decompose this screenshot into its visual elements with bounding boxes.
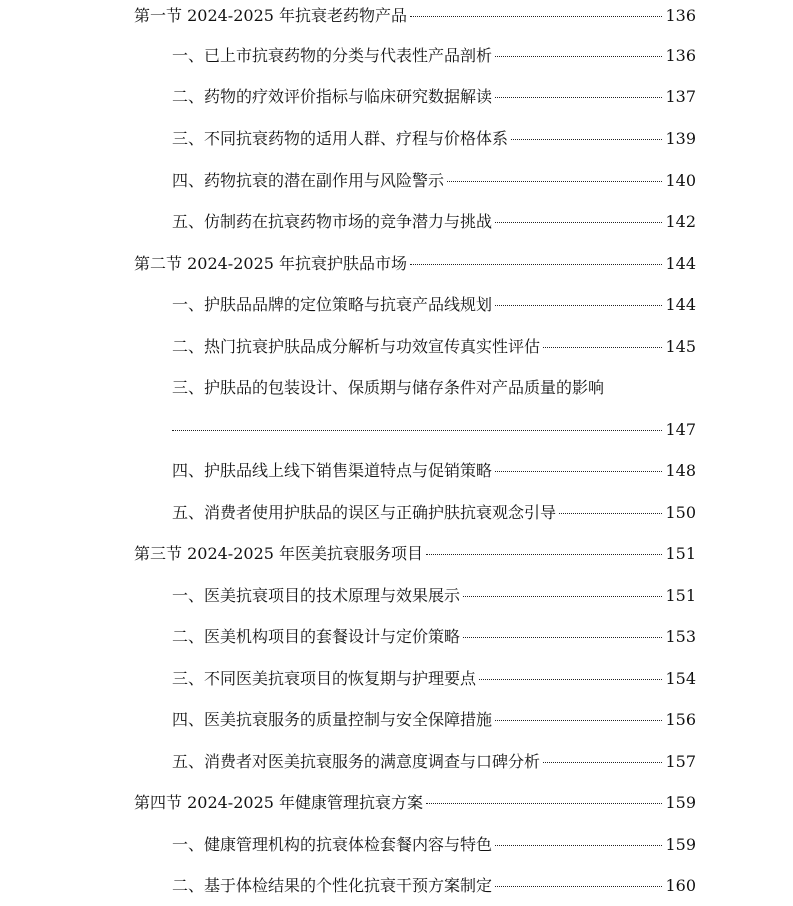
toc-item-wrapped-leader[interactable] [172,419,696,441]
toc-item[interactable] [172,875,696,897]
page-number: 150 [665,503,696,522]
toc-section-4[interactable] [134,792,696,814]
page-number: 140 [665,171,696,190]
dot-leader [495,97,662,98]
page-number: 151 [665,586,696,605]
dot-leader [543,762,662,763]
toc-title: 三、不同抗衰药物的适用人群、疗程与价格体系 [172,129,509,148]
dot-leader [172,430,662,431]
toc-item[interactable] [172,128,696,150]
toc-title: 第四节 2024-2025 年健康管理抗衰方案 [134,793,424,812]
page-number: 159 [665,793,696,812]
page-number: 148 [665,461,696,480]
dot-leader [410,16,662,17]
dot-leader [426,554,662,555]
toc-item[interactable] [172,668,696,690]
toc-title: 一、护肤品品牌的定位策略与抗衰产品线规划 [172,295,493,314]
dot-leader [410,264,662,265]
toc-title: 第三节 2024-2025 年医美抗衰服务项目 [134,544,424,563]
toc-item[interactable] [172,211,696,233]
page-number: 136 [665,6,696,25]
toc-title: 一、医美抗衰项目的技术原理与效果展示 [172,586,461,605]
toc-item[interactable] [172,709,696,731]
dot-leader [559,513,662,514]
toc-title: 二、热门抗衰护肤品成分解析与功效宣传真实性评估 [172,337,541,356]
toc-title: 三、不同医美抗衰项目的恢复期与护理要点 [172,669,477,688]
toc-item-wrapped-title[interactable]: 三、护肤品的包装设计、保质期与储存条件对产品质量的影响 [172,378,605,397]
page-number: 145 [665,337,696,356]
toc-title: 四、护肤品线上线下销售渠道特点与促销策略 [172,461,493,480]
toc-item[interactable] [172,751,696,773]
toc-item[interactable] [172,460,696,482]
toc-title: 五、消费者对医美抗衰服务的满意度调查与口碑分析 [172,752,541,771]
toc-title: 一、健康管理机构的抗衰体检套餐内容与特色 [172,835,493,854]
toc-item[interactable] [172,86,696,108]
dot-leader [463,596,662,597]
toc-title: 二、基于体检结果的个性化抗衰干预方案制定 [172,876,493,895]
toc-item[interactable] [172,336,696,358]
page-number: 160 [665,876,696,895]
toc-title: 二、医美机构项目的套餐设计与定价策略 [172,627,461,646]
toc-title: 二、药物的疗效评价指标与临床研究数据解读 [172,87,493,106]
dot-leader [426,803,662,804]
page-number: 157 [665,752,696,771]
toc-title: 五、仿制药在抗衰药物市场的竞争潜力与挑战 [172,212,493,231]
dot-leader [495,222,662,223]
toc-item[interactable] [172,294,696,316]
dot-leader [447,181,662,182]
page-number: 137 [665,87,696,106]
page-number: 159 [665,835,696,854]
page-number: 144 [665,254,696,273]
toc-item[interactable] [172,502,696,524]
toc-title: 一、已上市抗衰药物的分类与代表性产品剖析 [172,46,493,65]
dot-leader [511,139,662,140]
toc-section-2[interactable] [134,253,696,275]
toc-section-1[interactable] [134,5,696,27]
page-number: 153 [665,627,696,646]
page-number: 151 [665,544,696,563]
page-number: 142 [665,212,696,231]
page-number: 156 [665,710,696,729]
dot-leader [479,679,662,680]
toc-title: 第一节 2024-2025 年抗衰老药物产品 [134,6,408,25]
page-number: 154 [665,669,696,688]
page-number: 136 [665,46,696,65]
toc-item[interactable] [172,585,696,607]
toc-item[interactable] [172,45,696,67]
dot-leader [495,305,662,306]
toc-item[interactable] [172,834,696,856]
toc-title: 第二节 2024-2025 年抗衰护肤品市场 [134,254,408,273]
toc-title: 五、消费者使用护肤品的误区与正确护肤抗衰观念引导 [172,503,557,522]
dot-leader [495,886,662,887]
dot-leader [495,471,662,472]
toc-section-3[interactable] [134,543,696,565]
dot-leader [495,845,662,846]
dot-leader [495,56,662,57]
dot-leader [543,347,662,348]
dot-leader [495,720,662,721]
toc-item[interactable] [172,626,696,648]
toc-title: 四、药物抗衰的潜在副作用与风险警示 [172,171,445,190]
page-number: 139 [665,129,696,148]
page-number: 144 [665,295,696,314]
page-number: 147 [665,420,696,439]
toc-item[interactable] [172,170,696,192]
toc-title: 四、医美抗衰服务的质量控制与安全保障措施 [172,710,493,729]
dot-leader [463,637,662,638]
